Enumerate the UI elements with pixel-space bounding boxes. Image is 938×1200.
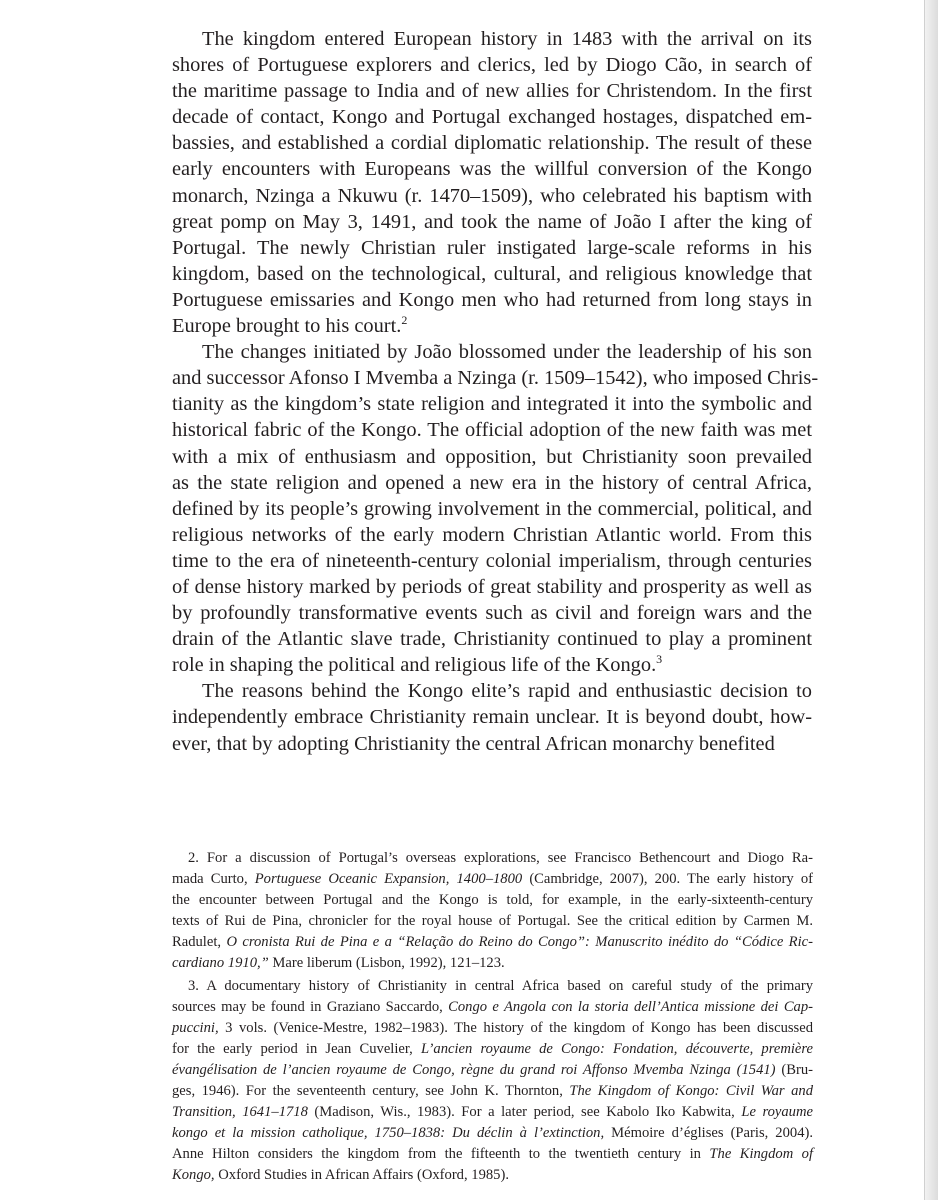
- text-line: independently embrace Christianity remain unclear. It is beyond doubt, how-: [172, 706, 812, 729]
- footnote-line: [172, 932, 813, 953]
- footnote-line: [172, 1018, 813, 1039]
- text-line: as the state religion and opened a new era in the history of central Africa,: [172, 471, 812, 494]
- footnote-text: (Madison, Wis., 1983). For a later period, see Kabolo Iko Kabwita,: [307, 1103, 742, 1120]
- text-line: by profoundly transformative events such as civil and foreign wars and the: [172, 602, 812, 625]
- footnote-line: [172, 848, 813, 869]
- footnote-line: [172, 1060, 813, 1081]
- text-line: with a mix of enthusiasm and opposition, but Christianity soon prevailed: [172, 445, 812, 468]
- text-line: ever, that by adopting Christianity the central African monarchy benefited: [172, 732, 775, 755]
- paragraph-1: [172, 26, 812, 339]
- text-line: monarch, Nzinga a Nkuwu (r. 1470–1509), who celebrated his baptism with: [172, 184, 812, 207]
- footnote-text: sources may be found in Graziano Saccardo,: [172, 999, 449, 1016]
- text-line: tianity as the kingdom’s state religion and integrated it into the symbolic and: [172, 393, 812, 416]
- footnote-line: [172, 1144, 813, 1165]
- footnote-line: [172, 869, 813, 890]
- footnote-ref-3: 3: [656, 652, 663, 667]
- text-line: role in shaping the political and religious life of the Kongo.$^3$: [172, 652, 663, 677]
- text-line: of dense history marked by periods of great stability and prosperity as well as: [172, 575, 812, 598]
- text-line: great pomp on May 3, 1491, and took the name of João I after the king of: [172, 210, 812, 233]
- italic-title: Le royaume: [741, 1103, 813, 1120]
- footnote-text: (Bru-: [775, 1062, 813, 1079]
- italic-title: Transition, 1641–1718: [172, 1103, 308, 1120]
- footnote-line: [172, 1123, 813, 1144]
- footnote-text: Oxford Studies in African Affairs (Oxford, 1985).: [214, 1166, 509, 1183]
- text-line: Portugal. The newly Christian ruler instigated large-scale reforms in his: [172, 236, 812, 259]
- text-line: drain of the Atlantic slave trade, Christianity continued to play a prominent: [172, 628, 812, 651]
- italic-title: The Kingdom of Kongo: Civil War and: [569, 1082, 813, 1099]
- text-line: and successor Afonso I Mvemba a Nzinga (r. 1509–1542), who imposed Chris-: [172, 367, 819, 390]
- footnote-text: texts of Rui de Pina, chronicler for the royal house of Portugal. See the critical edition by Carmen M.: [172, 912, 813, 929]
- paragraph-3: [172, 678, 812, 756]
- text-line: decade of contact, Kongo and Portugal exchanged hostages, dispatched em-: [172, 106, 812, 129]
- text-line: Europe brought to his court.$^2$: [172, 313, 408, 338]
- page-edge-shadow: [924, 0, 938, 1200]
- text-line: The reasons behind the Kongo elite’s rapid and enthusiastic decision to: [202, 680, 812, 703]
- footnote-line: [172, 1039, 813, 1060]
- footnote-text: Mémoire d’églises (Paris, 2004).: [604, 1124, 813, 1141]
- body-text: [172, 26, 819, 757]
- text-line: early encounters with Europeans was the willful conversion of the Kongo: [172, 158, 812, 181]
- footnote-line: [172, 1165, 813, 1186]
- page-edge-divider: [924, 0, 925, 1200]
- footnote-ref-2: 2: [401, 313, 408, 328]
- text-line: religious networks of the early modern Christian Atlantic world. From this: [172, 523, 812, 546]
- footnote-2: [172, 848, 813, 973]
- italic-title: Portuguese Oceanic Expansion, 1400–1800: [254, 870, 523, 887]
- footnote-3: [172, 976, 813, 1185]
- text-line: The changes initiated by João blossomed under the leadership of his son: [202, 341, 812, 364]
- footnote-line: [172, 1081, 813, 1102]
- italic-title: cardiano 1910,”: [172, 954, 269, 971]
- italic-title: puccini,: [172, 1020, 219, 1037]
- text-line: The kingdom entered European history in 1483 with the arrival on its: [202, 28, 812, 50]
- footnotes: [172, 848, 813, 1189]
- italic-title: évangélisation de l’ancien royaume de Congo, règne du grand roi Affonso Mvemba Nzinga (1541): [172, 1062, 776, 1079]
- footnote-text: ges, 1946). For the seventeenth century, see John K. Thornton,: [172, 1082, 570, 1099]
- paragraph-2: [172, 339, 819, 678]
- footnote-line: [172, 1102, 813, 1123]
- footnote-text: (Cambridge, 2007), 200. The early history of: [522, 870, 813, 887]
- footnote-line: [172, 976, 813, 997]
- text-line: time to the era of nineteenth-century colonial imperialism, through centuries: [172, 549, 812, 572]
- footnote-text: mada Curto,: [172, 870, 255, 887]
- footnote-text: Radulet,: [172, 933, 227, 950]
- italic-title: kongo et la mission catholique, 1750–1838: Du déclin à l’extinction,: [172, 1124, 605, 1141]
- footnote-line: [172, 953, 813, 974]
- text-line: bassies, and established a cordial diplomatic relationship. The result of these: [172, 132, 812, 155]
- text-line: shores of Portuguese explorers and clerics, led by Diogo Cão, in search of: [172, 54, 812, 77]
- italic-title: L’ancien royaume de Congo: Fondation, découverte, première: [420, 1041, 814, 1058]
- text-line: the maritime passage to India and of new allies for Christendom. In the first: [172, 80, 812, 103]
- italic-title: The Kingdom of: [709, 1145, 813, 1162]
- footnote-line: [172, 890, 813, 911]
- italic-title: Congo e Angola con la storia dell’Antica missione dei Cap-: [448, 999, 814, 1016]
- footnote-text: Anne Hilton considers the kingdom from the fifteenth to the twentieth century in: [172, 1145, 710, 1162]
- footnote-text: 3. A documentary history of Christianity in central Africa based on careful study of the primary: [188, 978, 813, 995]
- italic-title: O cronista Rui de Pina e a “Relação do Reino do Congo”: Manuscrito inédito do “Códice Ric-: [226, 933, 813, 950]
- footnote-text: 2. For a discussion of Portugal’s overseas explorations, see Francisco Bethencourt and Diogo Ra-: [188, 850, 813, 866]
- footnote-text: Mare liberum (Lisbon, 1992), 121–123.: [268, 954, 505, 971]
- footnote-text: 3 vols. (Venice-Mestre, 1982–1983). The history of the kingdom of Kongo has been discussed: [218, 1020, 813, 1037]
- footnote-line: [172, 997, 813, 1018]
- footnote-text: for the early period in Jean Cuvelier,: [172, 1041, 421, 1058]
- italic-title: Kongo,: [172, 1166, 215, 1183]
- text-line: kingdom, based on the technological, cultural, and religious knowledge that: [172, 262, 812, 285]
- text-line: Portuguese emissaries and Kongo men who had returned from long stays in: [172, 288, 812, 311]
- text-line: defined by its people’s growing involvement in the commercial, political, and: [172, 497, 812, 520]
- footnote-text: the encounter between Portugal and the Kongo is told, for example, in the early-sixteenth-century: [172, 891, 813, 908]
- text-line: historical fabric of the Kongo. The official adoption of the new faith was met: [172, 419, 812, 442]
- footnote-line: [172, 911, 813, 932]
